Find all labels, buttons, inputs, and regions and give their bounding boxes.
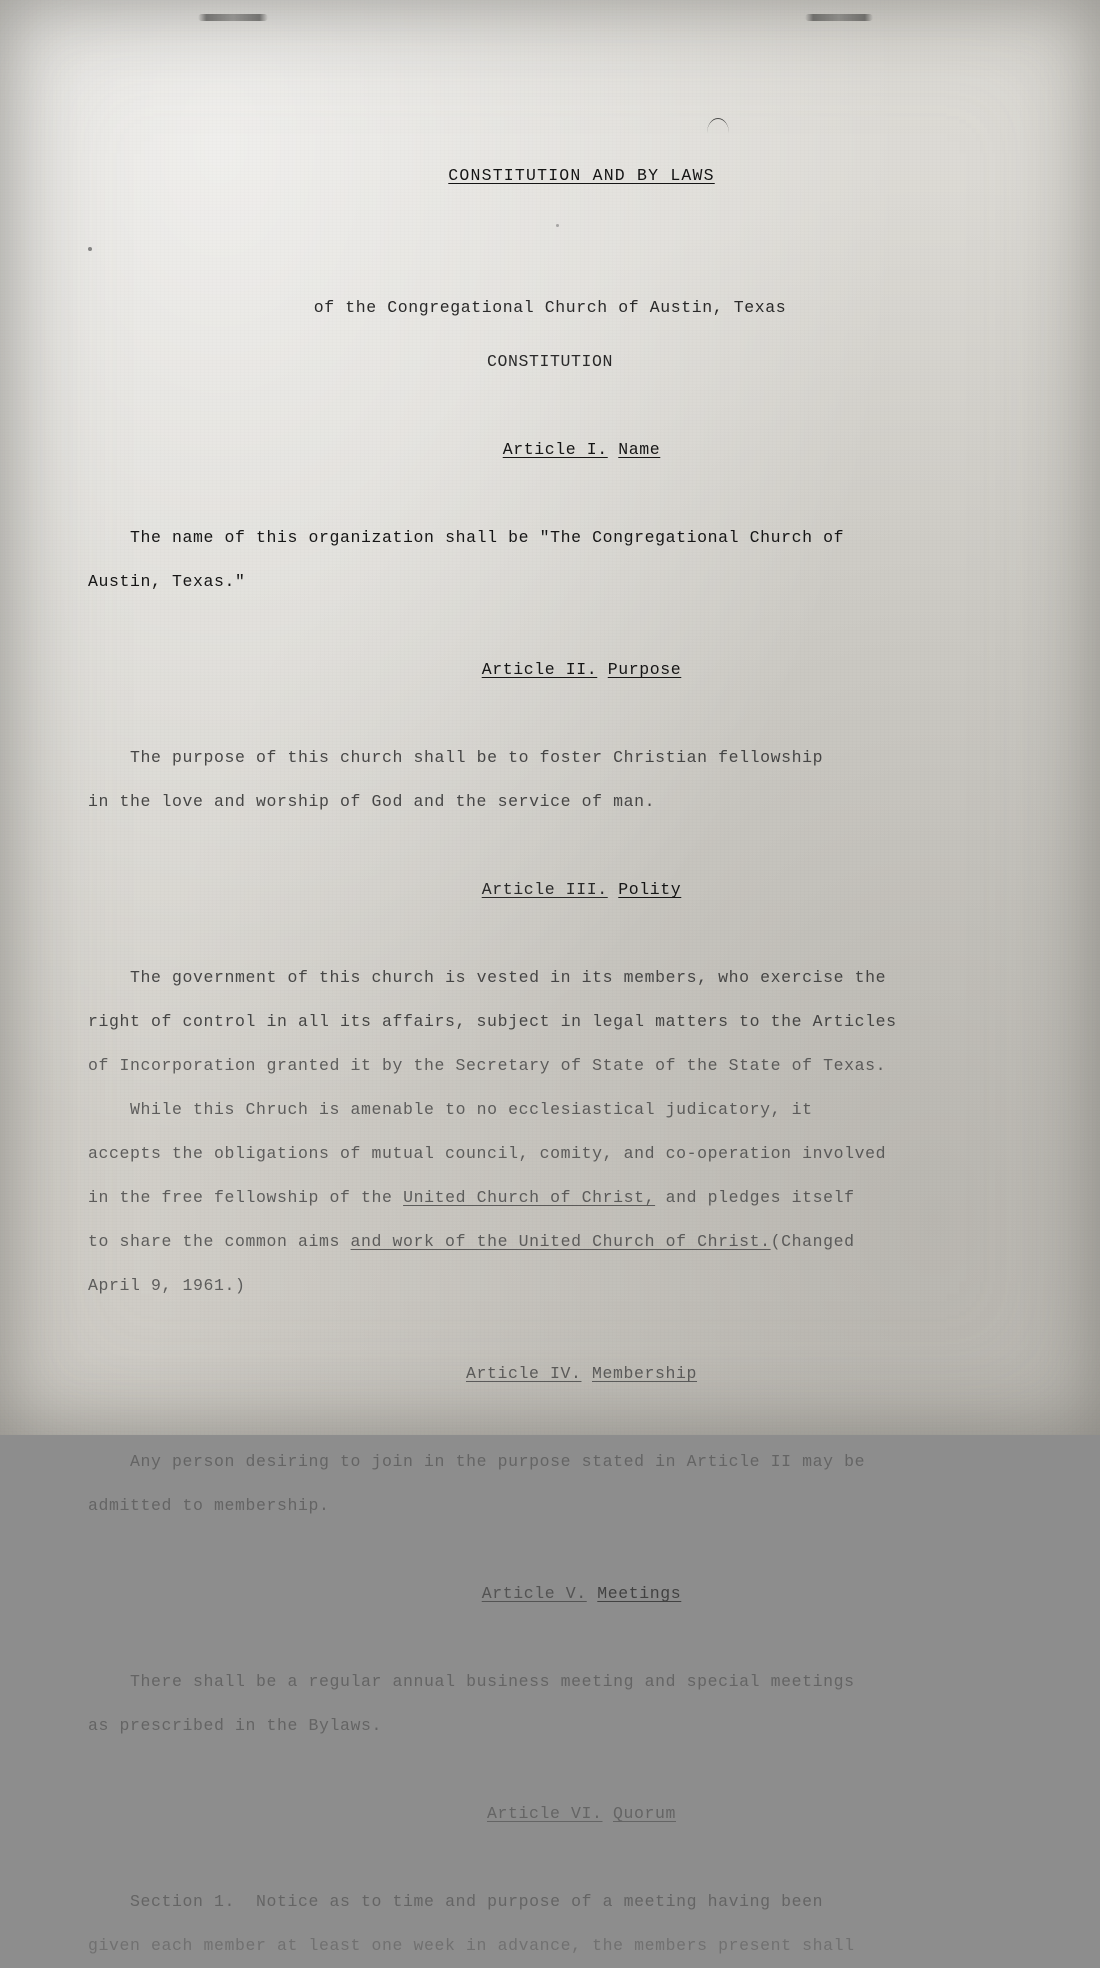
document-title-row [88, 110, 1012, 286]
article-iii-line-5: accepts the obligations of mutual council, comity, and co-operation involved [88, 1144, 887, 1163]
article-heading-name: Name [618, 440, 661, 459]
article-heading-prefix: Article II. [481, 660, 598, 679]
article-heading-iii [88, 824, 1012, 956]
underlined-phrase-ucc: United Church of Christ, [403, 1188, 656, 1207]
article-heading-name: Polity [618, 880, 682, 899]
article-heading-ii [88, 604, 1012, 736]
article-iv-line-2: admitted to membership. [88, 1496, 330, 1515]
article-iii-line-6: in the free fellowship of the United Church of Christ, and pledges itself [88, 1188, 855, 1207]
article-v-line-2: as prescribed in the Bylaws. [88, 1716, 383, 1735]
article-iii-line-1: The government of this church is vested in its members, who exercise the [88, 968, 887, 987]
punch-hole-mark-right [805, 14, 873, 21]
article-heading-name: Quorum [613, 1804, 677, 1823]
underlined-phrase-ucc-work: and work of the United Church of Christ. [350, 1232, 771, 1251]
article-heading-prefix: Article I. [502, 440, 608, 459]
article-heading-prefix: Article III. [481, 880, 608, 899]
article-heading-vi [88, 1748, 1012, 1880]
spacer [88, 330, 1012, 340]
article-v-line-1: There shall be a regular annual business meeting and special meetings [88, 1672, 855, 1691]
article-vi-line-2: given each member at least one week in advance, the members present shall [88, 1936, 855, 1955]
article-heading-name: Membership [592, 1364, 698, 1383]
article-vi-line-1: Section 1. Notice as to time and purpose of a meeting having been [88, 1892, 824, 1911]
article-iii-line-4: While this Chruch is amenable to no ecclesiastical judicatory, it [88, 1100, 813, 1119]
article-i-line-2: Austin, Texas." [88, 572, 246, 591]
document-subtitle: of the Congregational Church of Austin, Texas [313, 298, 787, 317]
article-heading-name: Meetings [597, 1584, 682, 1603]
article-iv-line-1: Any person desiring to join in the purpose stated in Article II may be [88, 1452, 866, 1471]
section-heading-constitution: CONSTITUTION [486, 352, 614, 371]
article-heading-iv [88, 1308, 1012, 1440]
article-heading-v [88, 1528, 1012, 1660]
article-heading-prefix: Article IV. [465, 1364, 582, 1383]
document-title: CONSTITUTION AND BY LAWS [448, 166, 715, 185]
article-ii-line-2: in the love and worship of God and the service of man. [88, 792, 656, 811]
article-heading-prefix: Article V. [481, 1584, 587, 1603]
document-body [88, 110, 1012, 1968]
article-iii-line-8: April 9, 1961.) [88, 1276, 246, 1295]
article-i-line-1: The name of this organization shall be "The Congregational Church of [88, 528, 845, 547]
article-iii-line-3: of Incorporation granted it by the Secretary of State of the State of Texas. [88, 1056, 887, 1075]
article-heading-name: Purpose [607, 660, 682, 679]
article-iii-line-2: right of control in all its affairs, subject in legal matters to the Articles [88, 1012, 897, 1031]
handwritten-arc-mark [707, 118, 729, 133]
article-heading-i [88, 384, 1012, 516]
article-ii-line-1: The purpose of this church shall be to foster Christian fellowship [88, 748, 824, 767]
article-iii-line-7: to share the common aims and work of the United Church of Christ.(Changed [88, 1232, 855, 1251]
punch-hole-mark-left [198, 14, 268, 21]
article-heading-prefix: Article VI. [486, 1804, 603, 1823]
